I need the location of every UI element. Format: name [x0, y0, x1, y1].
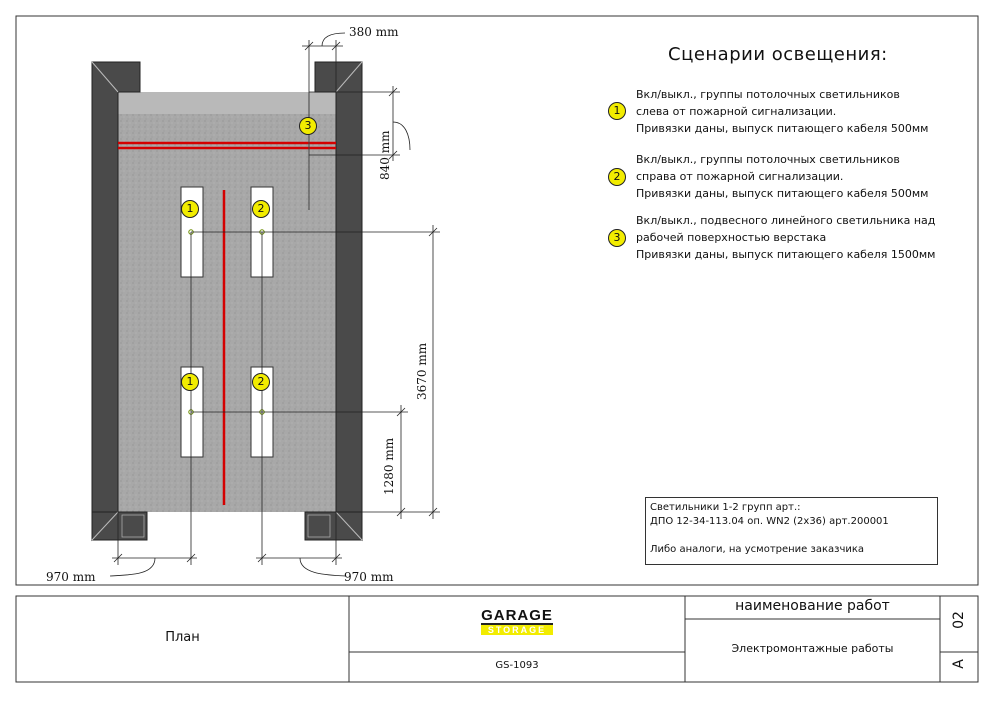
scenario-badge-3: 3	[608, 229, 626, 247]
scenarios-title: Сценарии освещения:	[668, 44, 888, 65]
fixture-badge-group1-bottom: 1	[181, 373, 199, 391]
spec-line-1: Светильники 1-2 групп арт.:	[650, 502, 801, 513]
scenario-1-line-1: Вкл/выкл., группы потолочных светильников	[636, 88, 900, 101]
scenario-3-line-3: Привязки даны, выпуск питающего кабеля 1500мм	[636, 248, 936, 261]
scenario-2-line-2: справа от пожарной сигнализации.	[636, 170, 844, 183]
scenario-3	[636, 212, 976, 263]
spec-line-2: ДПО 12-34-113.04 оп. WN2 (2х36) арт.200001	[650, 516, 889, 527]
scenario-2	[636, 151, 976, 202]
fixture-badge-group1-top: 1	[181, 200, 199, 218]
dim-label-970-left: 970 mm	[46, 570, 96, 584]
scenario-3-line-1: Вкл/выкл., подвесного линейного светильника над	[636, 214, 936, 227]
work-title-header: наименование работ	[735, 598, 890, 614]
scenario-1-line-2: слева от пожарной сигнализации.	[636, 105, 837, 118]
dim-label-3670: 3670 mm	[415, 342, 429, 400]
company-logo	[349, 608, 685, 636]
spec-line-4: Либо аналоги, на усмотрение заказчика	[650, 544, 865, 555]
sheet-number: 02	[951, 611, 967, 629]
work-title: Электромонтажные работы	[731, 642, 894, 655]
scenario-2-line-3: Привязки даны, выпуск питающего кабеля 500мм	[636, 187, 929, 200]
project-code: GS-1093	[495, 660, 539, 671]
scenario-3-line-2: рабочей поверхностью верстака	[636, 231, 827, 244]
garage-floor	[118, 92, 336, 512]
fixture-badge-group2-bottom: 2	[252, 373, 270, 391]
fixture-badge-pendant: 3	[299, 117, 317, 135]
dim-label-380: 380 mm	[349, 25, 399, 39]
logo-text-bottom: STORAGE	[481, 625, 553, 635]
scenario-badge-1: 1	[608, 102, 626, 120]
scenario-2-line-1: Вкл/выкл., группы потолочных светильников	[636, 153, 900, 166]
scenario-1	[636, 86, 976, 137]
fixture-badge-group2-top: 2	[252, 200, 270, 218]
fixture-spec-box	[645, 497, 938, 565]
dim-label-840: 840 mm	[378, 130, 392, 180]
scenario-badge-2: 2	[608, 168, 626, 186]
dim-label-1280: 1280 mm	[382, 437, 396, 495]
scenario-1-line-3: Привязки даны, выпуск питающего кабеля 500мм	[636, 122, 929, 135]
sheet-format: A	[951, 659, 967, 669]
dim-label-970-right: 970 mm	[344, 570, 394, 584]
logo-text-top: GARAGE	[481, 607, 553, 624]
sheet-name: План	[165, 630, 200, 645]
spec-line-3	[650, 529, 933, 543]
